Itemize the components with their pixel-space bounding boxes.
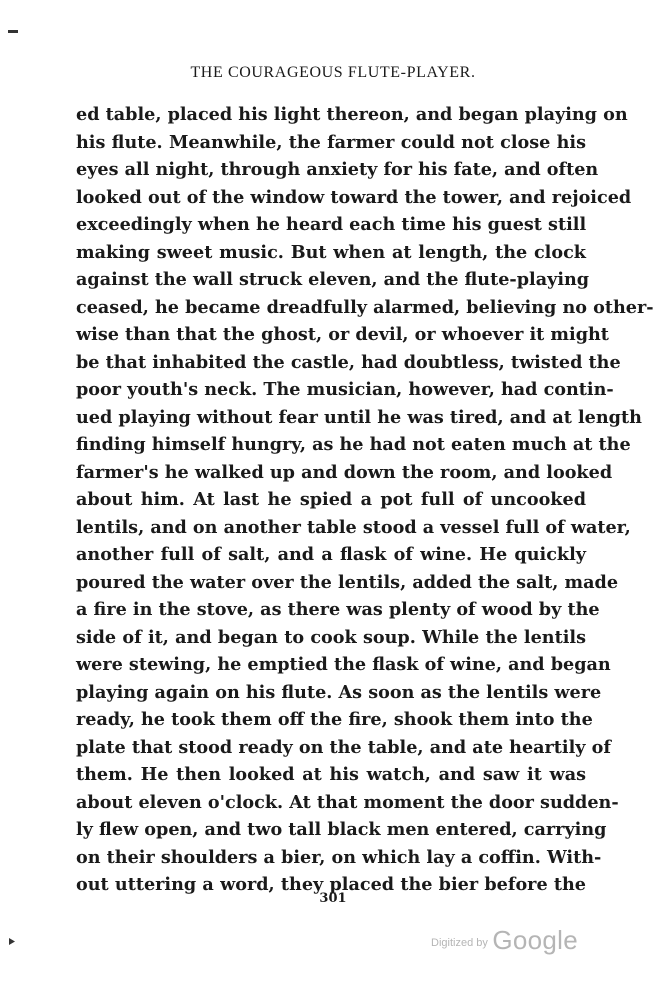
watermark-brand: Google bbox=[492, 925, 578, 955]
text-line: ued playing without fear until he was tired, and at length bbox=[76, 406, 642, 428]
text-line: were stewing, he emptied the flask of wine, and began bbox=[76, 654, 611, 675]
text-line: ceased, he became dreadfully alarmed, believing no other- bbox=[76, 296, 654, 318]
text-line: farmer's he walked up and down the room, and looked bbox=[76, 461, 613, 483]
digitized-by-google-watermark bbox=[431, 925, 578, 956]
text-line: poured the water over the lentils, added the salt, made bbox=[76, 571, 619, 593]
text-line: playing again on his flute. As soon as the lentils were bbox=[76, 681, 602, 703]
text-line: be that inhabited the castle, had doubtless, twisted the bbox=[76, 351, 621, 373]
page-number: 301 bbox=[319, 891, 347, 906]
text-line: about eleven o'clock. At that moment the door sudden- bbox=[76, 791, 619, 813]
text-line: them. He then looked at his watch, and saw it was bbox=[76, 764, 586, 785]
margin-mark-bottom bbox=[9, 938, 15, 945]
body-text bbox=[76, 101, 654, 899]
text-line: another full of salt, and a flask of wine. He quickly bbox=[76, 544, 586, 565]
text-line: on their shoulders a bier, on which lay a coffin. With- bbox=[76, 846, 602, 868]
watermark-prefix: Digitized by bbox=[431, 937, 488, 949]
running-head: THE COURAGEOUS FLUTE-PLAYER. bbox=[190, 64, 476, 81]
text-line: wise than that the ghost, or devil, or whoever it might bbox=[76, 324, 609, 345]
text-line: his flute. Meanwhile, the farmer could not close his bbox=[76, 131, 586, 153]
text-line: finding himself hungry, as he had not eaten much at the bbox=[76, 434, 631, 455]
text-line: eyes all night, through anxiety for his fate, and often bbox=[76, 159, 599, 180]
text-line: ly flew open, and two tall black men entered, carrying bbox=[76, 819, 607, 840]
text-line: ready, he took them off the fire, shook them into the bbox=[76, 709, 593, 730]
margin-mark-top bbox=[8, 30, 18, 33]
text-line: ed table, placed his light thereon, and began playing on bbox=[76, 104, 628, 125]
text-line: side of it, and began to cook soup. While the lentils bbox=[76, 626, 586, 648]
text-line: about him. At last he spied a pot full of uncooked bbox=[76, 489, 586, 510]
text-line: plate that stood ready on the table, and ate heartily of bbox=[76, 736, 611, 758]
text-line: making sweet music. But when at length, the clock bbox=[76, 241, 586, 263]
text-line: looked out of the window toward the tower, and rejoiced bbox=[76, 186, 632, 208]
text-line: lentils, and on another table stood a vessel full of water, bbox=[76, 516, 631, 538]
text-line: exceedingly when he heard each time his guest still bbox=[76, 214, 587, 235]
text-line: out uttering a word, they placed the bier before the bbox=[76, 874, 586, 895]
text-line: a fire in the stove, as there was plenty of wood by the bbox=[76, 599, 600, 620]
text-line: against the wall struck eleven, and the flute-playing bbox=[76, 269, 590, 290]
text-line: poor youth's neck. The musician, however, had contin- bbox=[76, 379, 614, 400]
